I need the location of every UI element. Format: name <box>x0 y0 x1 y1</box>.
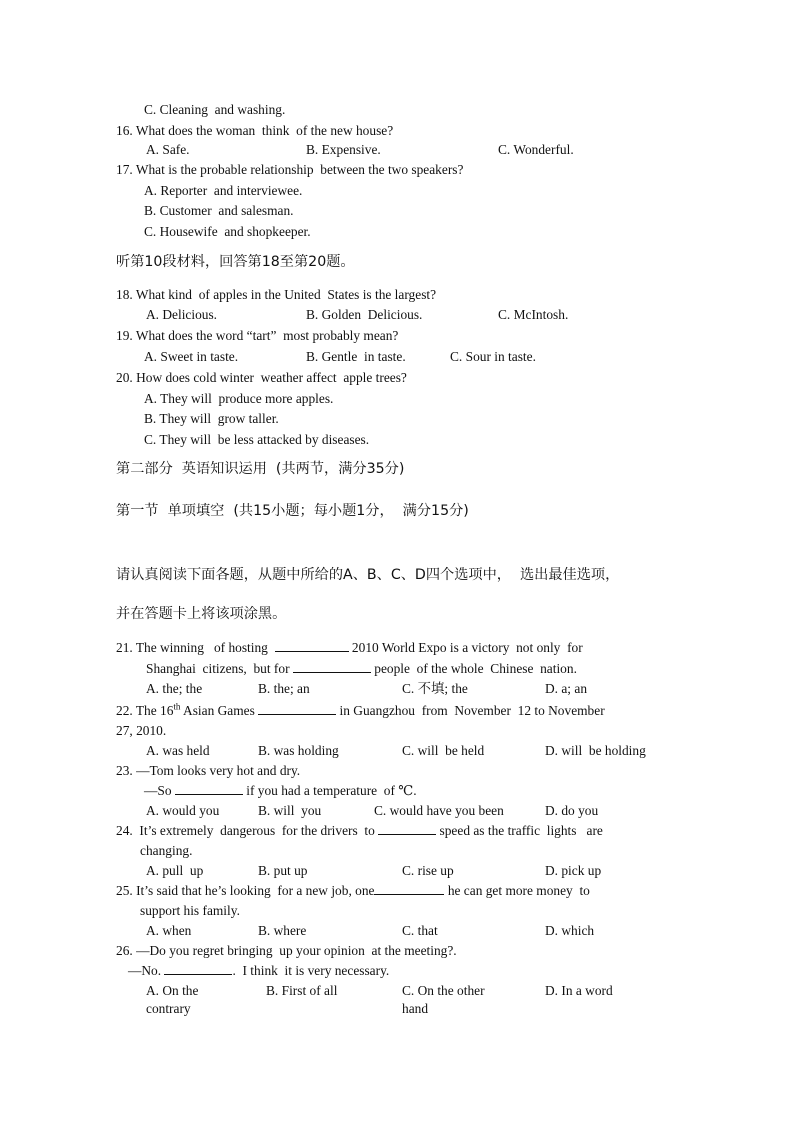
q24-blank <box>378 822 436 835</box>
q25-option-b: B. where <box>258 923 307 938</box>
q20-stem: 20. How does cold winter weather affect apple trees? <box>116 370 407 385</box>
q23-option-a: A. would you <box>146 803 220 818</box>
q18-option-a: A. Delicious. <box>146 307 218 322</box>
q21-text-2: 2010 World Expo is a victory not only for <box>348 640 583 655</box>
q19-option-c: C. Sour in taste. <box>450 349 536 364</box>
q24-option-c: C. rise up <box>402 863 454 878</box>
q26-text-2: . I think it is very necessary. <box>232 963 390 978</box>
q21-blank-1 <box>275 639 349 652</box>
q25-stem <box>116 882 590 900</box>
q20-option-c: C. They will be less attacked by diseases. <box>144 432 370 447</box>
section-10-heading: 听第10段材料，回答第18至第20题。 <box>116 254 355 270</box>
q22-stem-line-2: 27, 2010. <box>116 723 167 738</box>
q16-option-c: C. Wonderful. <box>498 142 574 157</box>
q19-stem: 19. What does the word “tart” most probably mean? <box>116 328 399 343</box>
q22-option-c: C. will be held <box>402 743 485 758</box>
q24-text-2: speed as the traffic lights are <box>436 823 603 838</box>
q23-option-b: B. will you <box>258 803 322 818</box>
q16-option-b: B. Expensive. <box>306 142 381 157</box>
q23-text-2: if you had a temperature of ℃. <box>242 783 417 798</box>
q22-option-b: B. was holding <box>258 743 339 758</box>
q20-option-b: B. They will grow taller. <box>144 411 279 426</box>
q23-text-1: —So <box>144 783 175 798</box>
q17-option-c: C. Housewife and shopkeeper. <box>144 224 311 239</box>
instructions-line-1: 请认真阅读下面各题，从题中所给的A、B、C、D四个选项中， 选出最佳选项， <box>116 567 620 583</box>
q23-blank <box>175 782 243 795</box>
q17-option-b: B. Customer and salesman. <box>144 203 294 218</box>
q21-blank-2 <box>293 660 371 673</box>
q24-option-d: D. pick up <box>545 863 602 878</box>
q26-option-b: B. First of all <box>266 983 338 998</box>
q25-option-a: A. when <box>146 923 192 938</box>
q25-blank <box>374 882 444 895</box>
q22-blank <box>258 702 336 715</box>
part-two-heading: 第二部分 英语知识运用 (共两节，满分35分) <box>116 461 405 477</box>
q25-option-c: C. that <box>402 923 438 938</box>
q24-stem-line-2: changing. <box>140 843 193 858</box>
q21-option-a: A. the; the <box>146 681 203 696</box>
q22-option-a: A. was held <box>146 743 210 758</box>
q26-stem: 26. —Do you regret bringing up your opinion at the meeting?. <box>116 943 457 958</box>
q25-text-1: 25. It’s said that he’s looking for a new job, one <box>116 883 375 898</box>
q26-option-a-line-2: contrary <box>146 1001 191 1016</box>
q23-stem: 23. —Tom looks very hot and dry. <box>116 763 301 778</box>
q25-text-2: he can get more money to <box>444 883 590 898</box>
q23-option-c: C. would have you been <box>374 803 504 818</box>
q18-option-b: B. Golden Delicious. <box>306 307 423 322</box>
q25-option-d: D. which <box>545 923 595 938</box>
q22-superscript: th <box>173 701 181 712</box>
q26-option-a-line-1: A. On the <box>146 983 199 998</box>
q21-stem-line-2 <box>146 660 577 678</box>
q26-option-c-line-2: hand <box>402 1001 429 1016</box>
q23-stem-line-2 <box>144 782 417 800</box>
q23-option-d: D. do you <box>545 803 599 818</box>
q21-stem <box>116 639 583 657</box>
q20-option-a: A. They will produce more apples. <box>144 391 334 406</box>
q21-option-c: C. 不填; the <box>402 681 468 696</box>
q21-text-1: 21. The winning of hosting <box>116 640 275 655</box>
q19-option-b: B. Gentle in taste. <box>306 349 406 364</box>
q22-text-2: Asian Games <box>180 703 259 718</box>
q24-stem <box>116 822 603 840</box>
q21-text-4: people of the whole Chinese nation. <box>370 661 577 676</box>
q21-option-b: B. the; an <box>258 681 310 696</box>
q24-option-a: A. pull up <box>146 863 204 878</box>
q22-text-3: in Guangzhou from November 12 to November <box>336 703 605 718</box>
q22-option-d: D. will be holding <box>545 743 646 758</box>
q26-text-1: —No. <box>128 963 165 978</box>
q15-option-c: C. Cleaning and washing. <box>144 102 286 117</box>
q26-option-d: D. In a word <box>545 983 613 998</box>
q22-stem <box>116 702 605 720</box>
q26-option-c-line-1: C. On the other <box>402 983 485 998</box>
q24-option-b: B. put up <box>258 863 308 878</box>
q18-option-c: C. McIntosh. <box>498 307 569 322</box>
q21-option-d: D. a; an <box>545 681 588 696</box>
q17-stem: 17. What is the probable relationship between the two speakers? <box>116 162 464 177</box>
q26-blank <box>164 962 232 975</box>
q25-stem-line-2: support his family. <box>140 903 240 918</box>
q22-text-1: 22. The 16 <box>116 703 174 718</box>
section-one-heading: 第一节 单项填空 (共15小题；每小题1分， 满分15分) <box>116 503 469 519</box>
q19-option-a: A. Sweet in taste. <box>144 349 239 364</box>
q17-option-a: A. Reporter and interviewee. <box>144 183 303 198</box>
q26-stem-line-2 <box>128 962 389 980</box>
q24-text-1: 24. It’s extremely dangerous for the drivers to <box>116 823 379 838</box>
q18-stem: 18. What kind of apples in the United States is the largest? <box>116 287 437 302</box>
q16-option-a: A. Safe. <box>146 142 190 157</box>
q16-stem: 16. What does the woman think of the new house? <box>116 123 394 138</box>
instructions-line-2: 并在答题卡上将该项涂黑。 <box>116 606 287 622</box>
q21-text-3: Shanghai citizens, but for <box>146 661 293 676</box>
